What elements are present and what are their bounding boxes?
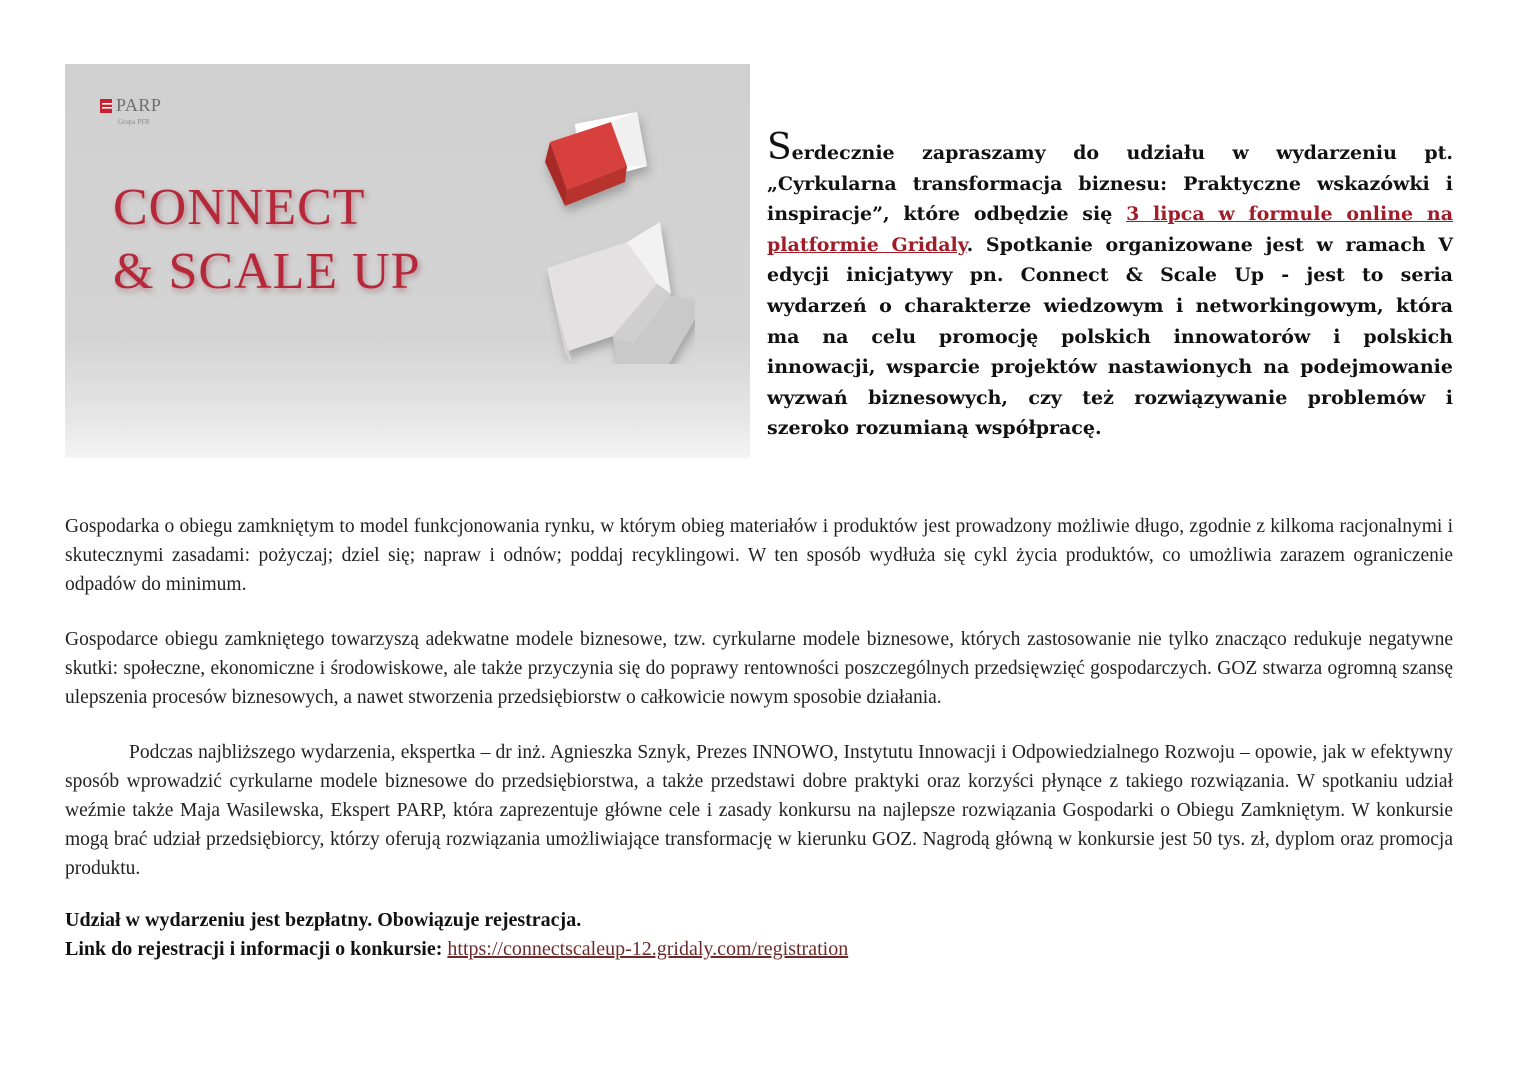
intro-text-before-link: erdecznie zapraszamy do udziału w wydarzeniu pt. „Cyrkularna transformacja biznesu: Praktyczne wskazówki i inspiracje”, które odbędzie się xyxy=(767,142,1453,226)
event-date-platform-link[interactable]: 3 lipca w formule online na platformie Gridaly xyxy=(767,203,1454,256)
registration-link-label: Link do rejestracji i informacji o konkursie: xyxy=(65,938,443,960)
paragraph-event-speakers: Podczas najbliższego wydarzenia, ekspertka – dr inż. Agnieszka Sznyk, Prezes INNOWO, Instytutu Innowacji i Odpowiedzialnego Rozwoju – opowie, jak w efektywny sposób wprowadzić cyrkularne modele biznesowe do przedsiębiorstwa, a także przedstawi dobre praktyki oraz korzyści płynące z takiego rozwiązania. W spotkaniu udział weźmie także Maja Wasilewska, Ekspert PARP, która zaprezentuje główne cele i zasady konkursu na najlepsze rozwiązania Gospodarki o Obiegu Zamkniętym. W konkursie mogą brać udział przedsiębiorcy, którzy oferują rozwiązania umożliwiające transformację w kierunku GOZ. Nagrodą główną w konkursie jest 50 tys. zł, dyplom oraz promocja produktu. xyxy=(65,742,1453,879)
banner-title-line1: CONNECT xyxy=(113,179,366,236)
free-participation-notice: Udział w wydarzeniu jest bezpłatny. Obowiązuje rejestracja. xyxy=(65,909,582,931)
parp-logo-text: PARP xyxy=(116,95,162,115)
banner-title-line2: & SCALE UP xyxy=(113,243,421,300)
event-banner xyxy=(65,64,750,458)
paragraph-circular-economy: Gospodarka o obiegu zamkniętym to model funkcjonowania rynku, w którym obieg materiałów i produktów jest prowadzony możliwie długo, zgodnie z kilkoma racjonalnymi i skutecznymi zasadami: pożyczaj; dziel się; napraw i odnów; poddaj recyklingowi. W ten sposób wydłuża się cykl życia produktów, co umożliwia zarazem ograniczenie odpadów do minimum. xyxy=(65,516,1453,595)
paragraph-business-models: Gospodarce obiegu zamkniętego towarzyszą adekwatne modele biznesowe, tzw. cyrkularne modele biznesowe, których zastosowanie nie tylko znacząco redukuje negatywne skutki: społeczne, ekonomiczne i środowiskowe, ale także przyczynia się do poprawy rentowności poszczególnych przedsięwzięć gospodarczych. GOZ stwarza ogromną szansę ulepszenia procesów biznesowych, a nawet stworzenia przedsiębiorstw o całkowicie nowym sposobie działania. xyxy=(65,629,1453,708)
parp-logo xyxy=(100,95,162,126)
closing-section xyxy=(65,906,1453,964)
parp-logo-subtext: Grupa PFR xyxy=(118,118,150,126)
intro-dropcap: S xyxy=(767,127,792,168)
white-cube-icon xyxy=(547,222,695,364)
red-cube-icon xyxy=(545,112,647,206)
banner-title xyxy=(113,176,421,304)
event-invitation-text xyxy=(767,127,1454,444)
parp-logo-icon xyxy=(100,99,112,113)
registration-link[interactable]: https://connectscaleup-12.gridaly.com/registration xyxy=(447,938,849,960)
intro-text-after-link: . Spotkanie organizowane jest w ramach V edycji inicjatywy pn. Connect & Scale Up - jest to seria wydarzeń o charakterze wiedzowym i networkingowym, która ma na celu promocję polskich innowatorów i polskich innowacji, wsparcie projektów nastawionych na podejmowanie wyzwań biznesowych, czy też rozwiązywanie problemów i szeroko rozumianą współpracę. xyxy=(767,233,1453,440)
cubes-illustration xyxy=(515,104,695,364)
